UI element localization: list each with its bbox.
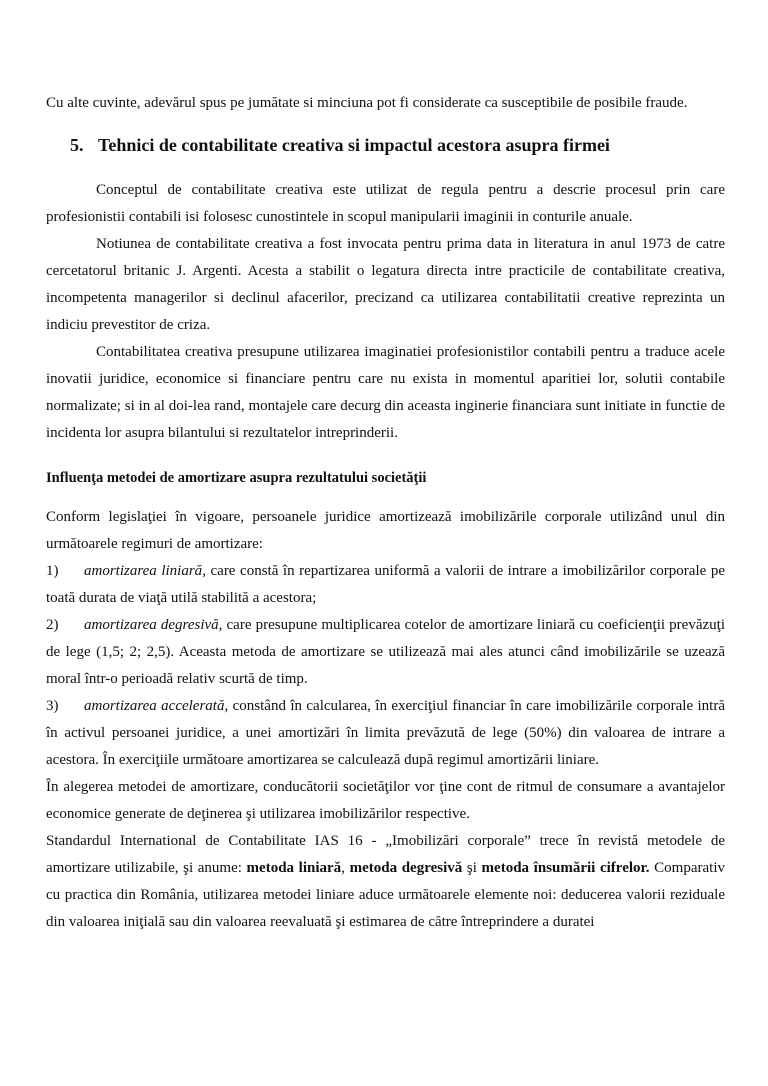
intro-paragraph: Cu alte cuvinte, adevărul spus pe jumătate si minciuna pot fi considerate ca susceptibile de posibile fraude. <box>46 95 688 111</box>
section-number: 5. <box>70 135 84 155</box>
ias16-tail: Comparativ cu practica din România, utilizarea metodei liniare aduce următoarele elemente noi: deducerea valorii reziduale din valoarea iniţială sau din valoarea reevaluată şi estimarea de către întreprindere a duratei <box>46 860 725 930</box>
list-item-text: , care constă în repartizarea uniformă a valorii de intrare a imobilizărilor corporale pe toată durata de viaţă utilă stabilită a acestora; <box>46 563 725 606</box>
list-item-term: amortizarea accelerată <box>84 698 225 714</box>
method-degressive: metoda degresivă <box>349 860 463 876</box>
paragraph-definition: Contabilitatea creativa presupune utilizarea imaginatiei profesionistilor contabili pentru a traduce acele inovatii juridice, economice si financiare pentru care nu exista in momentul aparitiei lor, solutii contabile normalizate; si in al doi-lea rand, montajele care decurg din aceasta inginerie financiara sunt initiate in functie de incidenta lor asupra bilantului si rezultatelor intreprinderii. <box>46 344 725 441</box>
section-title: Tehnici de contabilitate creativa si impactul acestora asupra firmei <box>98 135 610 155</box>
paragraph-choice: În alegerea metodei de amortizare, conducătorii societăţilor vor ţine cont de ritmul de consumare a avantajelor economice generate de deţinerea şi utilizarea imobilizărilor respective. <box>46 779 725 822</box>
list-item <box>46 612 725 693</box>
paragraph-history: Notiunea de contabilitate creativa a fost invocata pentru prima data in literatura in anul 1973 de catre cercetatorul britanic J. Argenti. Acesta a stabilit o legatura directa intre practicile de contabilitate creativa, incompetenta managerilor si declinul afacerilor, precizand ca utilizarea contabilitatii creative reprezinta un indiciu prevestitor de criza. <box>46 236 725 333</box>
section-heading <box>70 131 725 159</box>
list-item-number: 3) <box>46 698 59 714</box>
list-item <box>46 693 725 774</box>
paragraph-ias16 <box>46 828 725 936</box>
paragraph-concept: Conceptul de contabilitate creativa este utilizat de regula pentru a descrie procesul prin care profesionistii contabili isi folosesc cunostintele in scopul manipularii imaginii in conturile anuale. <box>46 182 725 225</box>
paragraph-legislation-text: Conform legislaţiei în vigoare, persoanele juridice amortizează imobilizările corporale utilizând unul din următoarele regimuri de amortizare: <box>46 509 725 552</box>
list-item-text: , care presupune multiplicarea cotelor de amortizare liniară cu coeficienţii prevăzuţi de lege (1,5; 2; 2,5). Aceasta metoda de amortizare se utilizează mai ales atunci când imobilizările se uzează moral într-o perioadă relativ scurtă de timp. <box>46 617 725 687</box>
paragraph-legislation <box>46 504 725 558</box>
list-item-text: , constând în calcularea, în exerciţiul financiar în care imobilizările corporale intră în activul persoanei juridice, a unei amortizări în limita prevăzută de lege (50%) din valoarea de intrare a acestora. În exerciţiile următoare amortizarea se calculează după regimul amortizării liniare. <box>46 698 726 768</box>
ias16-lead: Standardul International de Contabilitate IAS 16 - „Imobilizări corporale” trece în revistă metodele de amortizare utilizabile, şi anume: <box>46 833 725 876</box>
ias16-sep2: şi <box>462 860 482 876</box>
list-item-term: amortizarea liniară <box>84 563 203 579</box>
list-item-number: 1) <box>46 563 59 579</box>
list-item-term: amortizarea degresivă <box>84 617 219 633</box>
subsection-heading: Influenţa metodei de amortizare asupra rezultatului societăţii <box>46 470 427 486</box>
method-linear: metoda liniară <box>246 860 342 876</box>
list-item <box>46 558 725 612</box>
method-sum-of-digits: metoda însumării cifrelor. <box>481 860 650 876</box>
ias16-sep1: , <box>341 860 350 876</box>
list-item-number: 2) <box>46 617 59 633</box>
